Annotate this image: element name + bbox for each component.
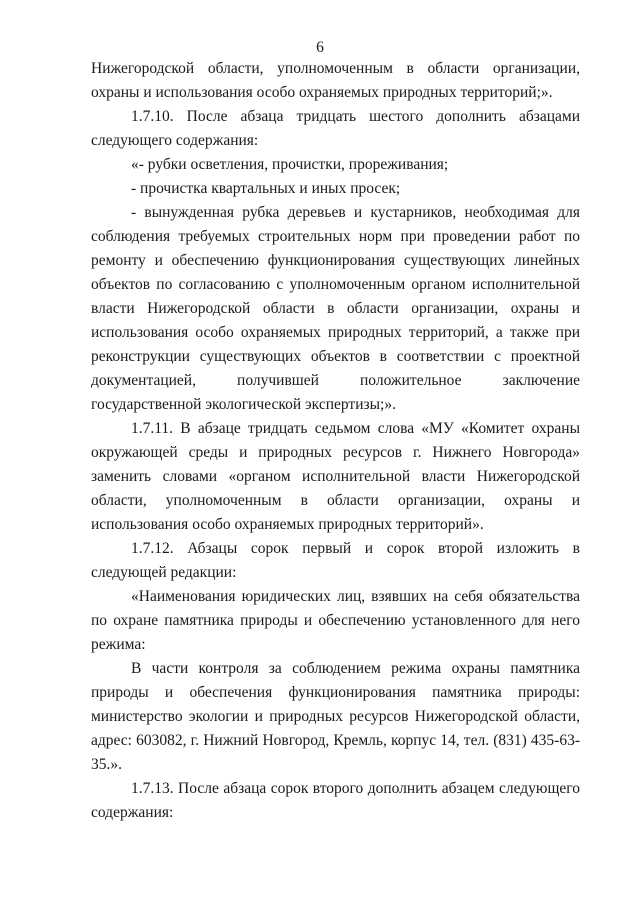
- list-item-clearing: - прочистка квартальных и иных просек;: [131, 180, 401, 197]
- paragraph-continuation: Нижегородской области, уполномоченным в области организации, охраны и использования особо охраняемых природных территорий;».: [91, 60, 580, 101]
- paragraph-1-7-10: 1.7.10. После абзаца тридцать шестого дополнить абзацами следующего содержания:: [91, 108, 580, 149]
- list-item-forced-felling: - вынужденная рубка деревьев и кустарников, необходимая для соблюдения требуемых строительных норм при проведении работ по ремонту и обеспечению функционирования существующих линейных объектов по согласованию с уполномоченным органом исполнительной власти Нижегородской области в области организации, охраны и использования особо охраняемых природных территорий, а также при реконструкции существующих объектов в соответствии с проектной документацией, получившей положительное заключение государственной экологической экспертизы;».: [91, 204, 580, 413]
- paragraph-1-7-13: 1.7.13. После абзаца сорок второго дополнить абзацем следующего содержания:: [91, 780, 580, 821]
- paragraph-control: В части контроля за соблюдением режима охраны памятника природы и обеспечения функционирования памятника природы: министерство экологии и природных ресурсов Нижегородской области, адрес: 603082, г. Нижний Новгород, Кремль, корпус 14, тел. (831) 435-63-35.».: [91, 660, 580, 773]
- paragraph-legal-entities: «Наименования юридических лиц, взявших на себя обязательства по охране памятника природы и обеспечению установленного для него режима:: [91, 588, 580, 653]
- paragraph-1-7-12: 1.7.12. Абзацы сорок первый и сорок второй изложить в следующей редакции:: [91, 540, 580, 581]
- paragraph-1-7-11: 1.7.11. В абзаце тридцать седьмом слова «МУ «Комитет охраны окружающей среды и природных ресурсов г. Нижнего Новгорода» заменить словами «органом исполнительной власти Нижегородской области, уполномоченным в области организации, охраны и использования особо охраняемых природных территорий».: [91, 420, 580, 533]
- document-body: [91, 57, 580, 825]
- list-item-thinning: «- рубки осветления, прочистки, прореживания;: [131, 156, 449, 173]
- page-number: 6: [316, 39, 324, 56]
